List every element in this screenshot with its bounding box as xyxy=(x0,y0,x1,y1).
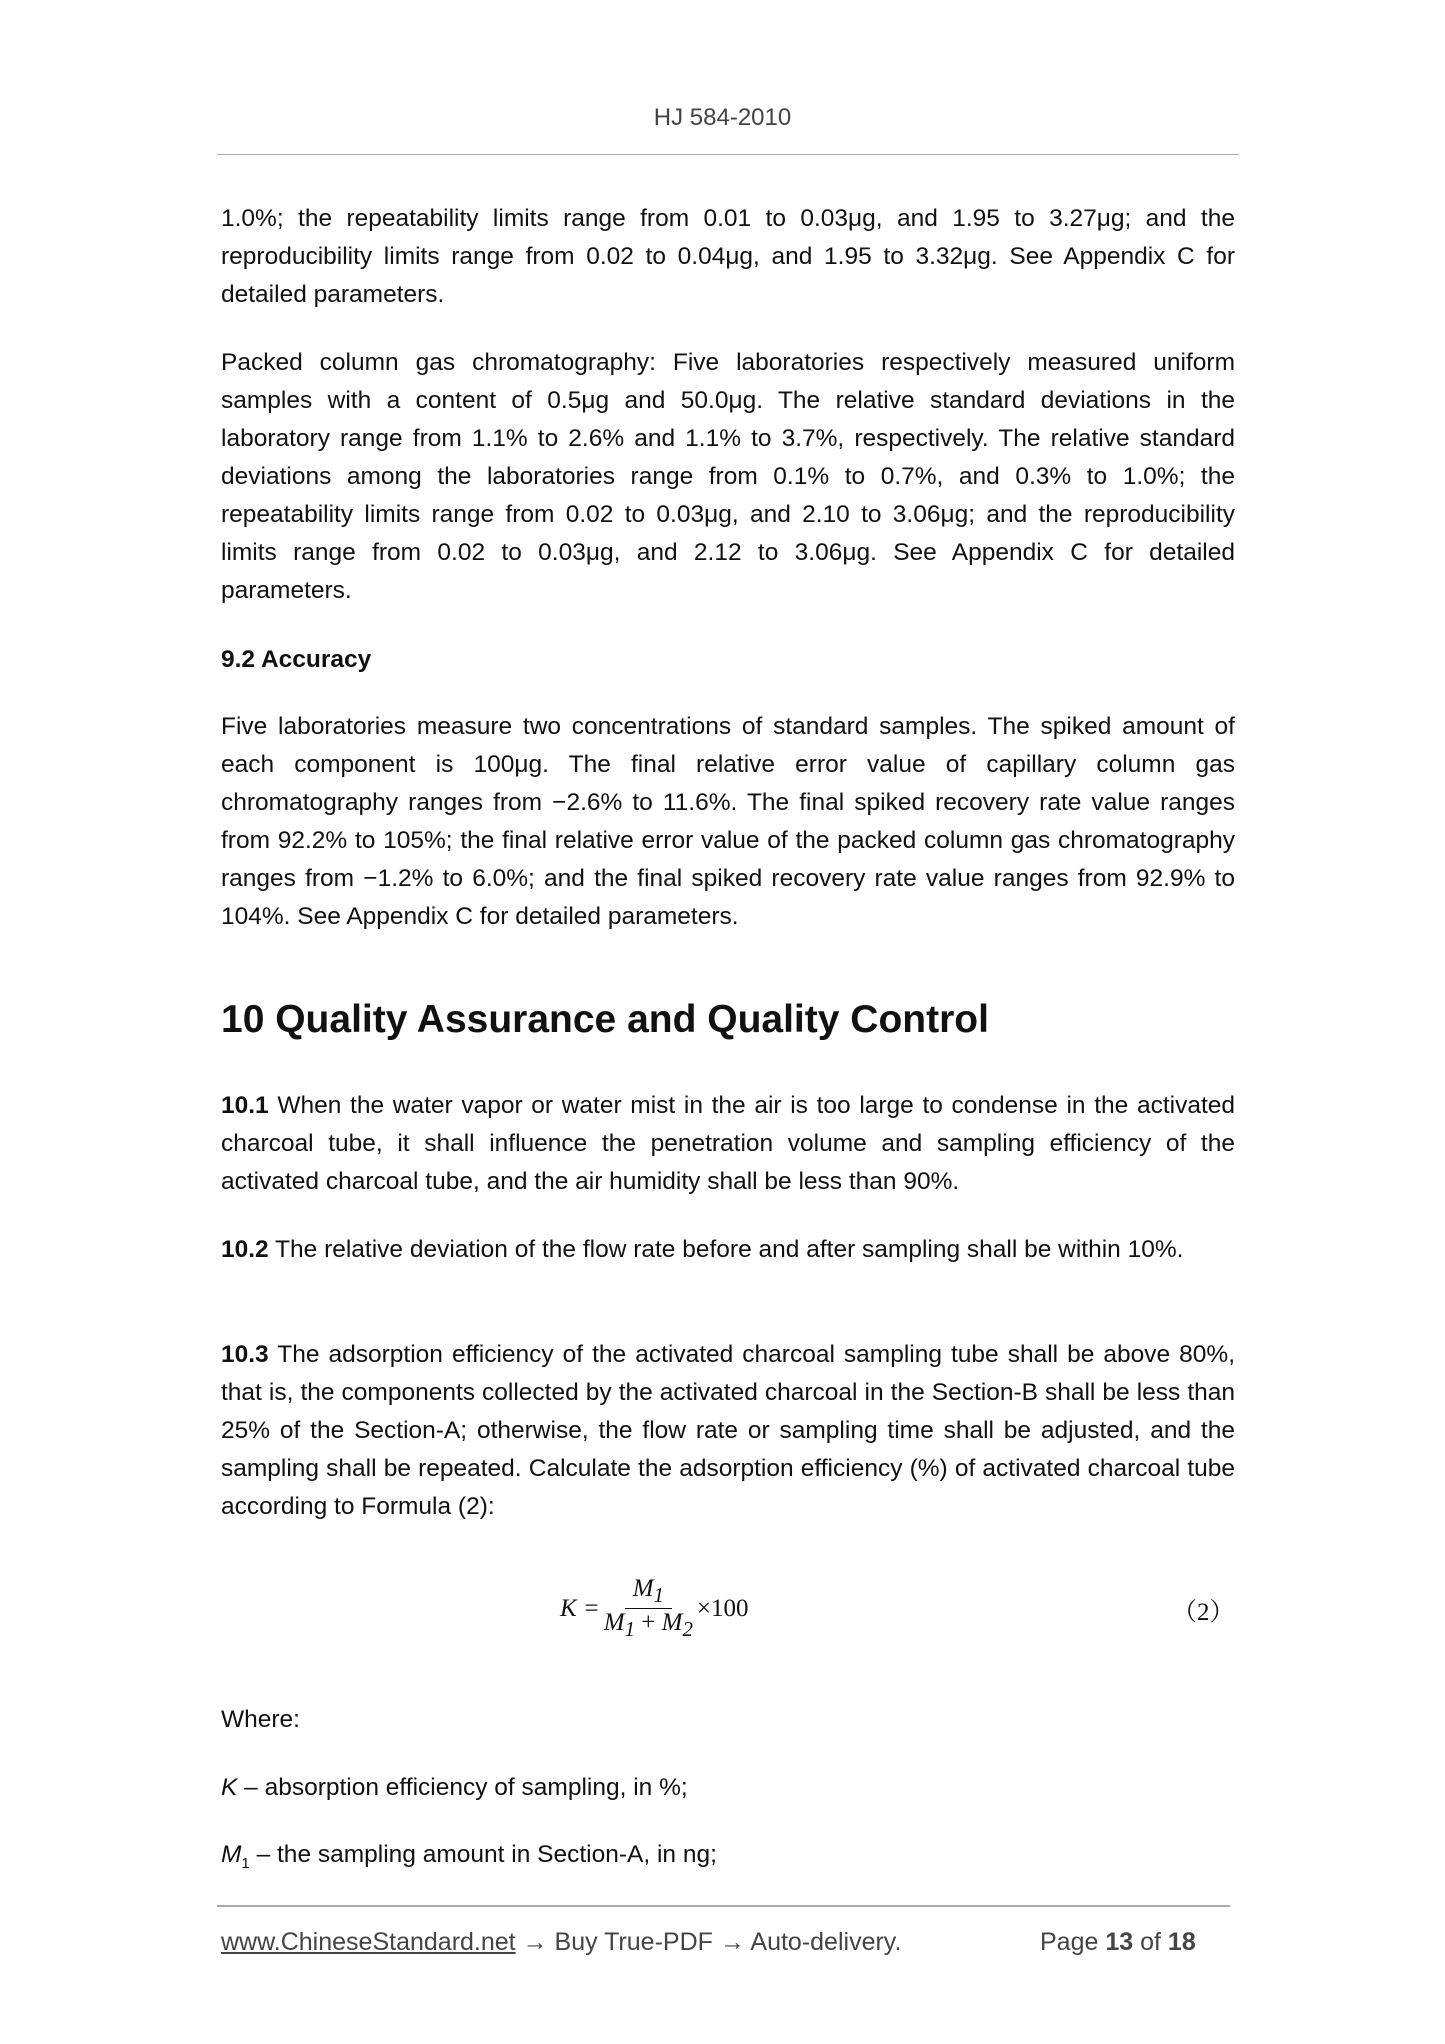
of-label: of xyxy=(1140,1928,1161,1956)
var-m: M xyxy=(603,1609,625,1636)
footer-divider xyxy=(217,1905,1230,1907)
subscript: 2 xyxy=(682,1617,693,1641)
var-m: M xyxy=(632,1575,654,1602)
clause-10-2 xyxy=(221,1231,1235,1269)
definition-text: – the sampling amount in Section-A, in ng; xyxy=(249,1841,717,1868)
footer-text: → Buy True-PDF → Auto-delivery. xyxy=(515,1928,902,1956)
total-pages: 18 xyxy=(1167,1928,1196,1956)
paragraph: 1.0%; the repeatability limits range from 0.01 to 0.03μg, and 1.95 to 3.27μg; and the reproducibility limits range from 0.02 to 0.04μg, and 1.95 to 3.32μg. See Appendix C for detailed parameters. xyxy=(221,205,1235,308)
equation-number: （2） xyxy=(1172,1599,1235,1626)
var-m: M xyxy=(661,1609,683,1636)
clause-number: 10.2 xyxy=(221,1236,269,1263)
fraction xyxy=(604,1575,693,1642)
paragraph: Five laboratories measure two concentrations of standard samples. The spiked amount of each component is 100μg. The final relative error value of capillary column gas chromatography ranges from −2.6% to 11.6%. The final spiked recovery rate value ranges from 92.2% to 105%; the final relative error value of the packed column gas chromatography ranges from −1.2% to 6.0%; and the final spiked recovery rate value ranges from 92.9% to 104%. See Appendix C for detailed parameters. xyxy=(221,713,1235,930)
multiplier: ×100 xyxy=(696,1594,749,1622)
symbol: K xyxy=(221,1774,238,1801)
paragraph: Packed column gas chromatography: Five laboratories respectively measured uniform samples with a content of 0.5μg and 50.0μg. The relative standard deviations in the laboratory range from 1.1% to 2.6% and 1.1% to 3.7%, respectively. The relative standard deviations among the laboratories range from 0.1% to 0.7%, and 0.3% to 1.0%; the repeatability limits range from 0.02 to 0.03μg, and 2.10 to 3.06μg; and the reproducibility limits range from 0.02 to 0.03μg, and 2.12 to 3.06μg. See Appendix C for detailed parameters. xyxy=(221,349,1235,604)
clause-number: 10.1 xyxy=(221,1092,269,1119)
chapter-heading: 10 Quality Assurance and Quality Control xyxy=(221,998,989,1041)
formula-2 xyxy=(560,1575,749,1642)
clause-10-3 xyxy=(221,1336,1235,1526)
definition-text: – absorption efficiency of sampling, in %; xyxy=(237,1774,688,1801)
subscript: 1 xyxy=(653,1583,664,1607)
website-link[interactable]: www.ChineseStandard.net xyxy=(221,1928,516,1956)
footer xyxy=(221,1928,901,1957)
clause-10-1 xyxy=(221,1087,1235,1201)
page-number xyxy=(1040,1928,1196,1957)
definition-m1 xyxy=(221,1836,1235,1883)
subscript: 1 xyxy=(241,1854,250,1872)
page-header: HJ 584-2010 xyxy=(653,104,792,131)
clause-text: The adsorption efficiency of the activated charcoal sampling tube shall be above 80%, that is, the components collected by the activated charcoal in the Section-B shall be less than 25% of the Section-A; otherwise, the flow rate or sampling time shall be adjusted, and the sampling shall be repeated. Calculate the adsorption efficiency (%) of activated charcoal tube according to Formula (2): xyxy=(221,1341,1235,1520)
formula-lhs: K = xyxy=(560,1594,600,1622)
denominator xyxy=(604,1609,693,1642)
symbol: M xyxy=(221,1841,242,1868)
header-divider xyxy=(217,154,1239,155)
current-page: 13 xyxy=(1105,1928,1134,1956)
subscript: 1 xyxy=(624,1617,636,1641)
page-label: Page xyxy=(1040,1928,1099,1956)
clause-text: The relative deviation of the flow rate before and after sampling shall be within 10%. xyxy=(268,1236,1184,1263)
definition-k xyxy=(221,1769,1235,1807)
section-heading: 9.2 Accuracy xyxy=(221,646,372,673)
clause-number: 10.3 xyxy=(221,1341,269,1368)
where-label: Where: xyxy=(221,1706,300,1733)
numerator xyxy=(625,1575,672,1609)
clause-text: When the water vapor or water mist in the air is too large to condense in the activated charcoal tube, it shall influence the penetration volume and sampling efficiency of the activated charcoal tube, and the air humidity shall be less than 90%. xyxy=(221,1092,1235,1195)
plus: + xyxy=(635,1609,662,1636)
